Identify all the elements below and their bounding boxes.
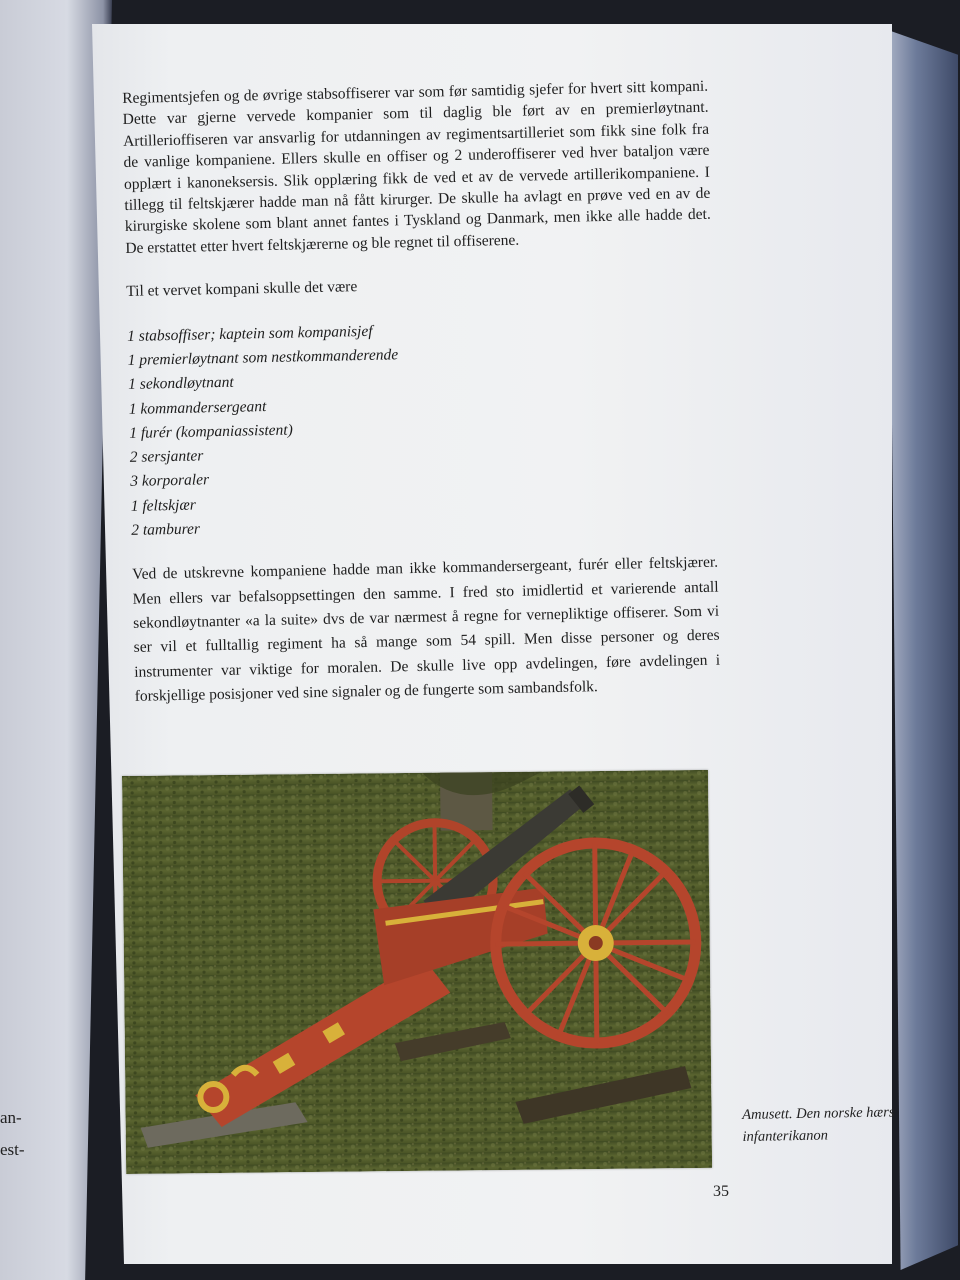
body-paragraph: Regimentsjefen og de øvrige stabsoffiserer var som før samtidig sjefer for hvert sitt kompani. Dette var gjerne vervede kompanier som til daglig ble ført av en premierløytnant. Artillerioffiseren var ansvarlig for utdanningen av regimentsartilleriet som fikk sine folk fra de vanlige kompaniene. Ellers skulle en offiser og 2 underoffiserer ved hver bataljon være opplært i kanoneksersis. Slik opplæring fikk de ved et av de vervede artillerikompaniene. I tillegg til feltskjærer hadde man nå fått kirurger. De skulle ha avlagt en prøve ved en av de kirurgiske skolene som blant annet fantes i Tyskland og Danmark, men ikke alle hadde det. De erstattet etter hvert feltskjærerne og ble regnet til offiserene. xyxy=(122,77,711,257)
figure-caption: Amusett. Den norske hærs infanterikanon xyxy=(742,1104,895,1145)
list-item: 1 feltskjær xyxy=(130,496,196,515)
body-paragraph: Ved de utskrevne kompaniene hadde man ikke kommandersergeant, furér eller feltskjærer. Men ellers var befalsoppsettingen den samme. I fred sto imidlertid et varierende antall sekondløytnanter «a la suite» dvs de var nærmest å regne for vernepliktige offiserer. Som vi ser vil et fulltallig regiment ha så mange som 54 spill. Men disse personer og deres instrumenter var viktige for moralen. De skulle live opp avdelingen, føre avdelingen i forskjellige posisjoner ved sine signaler og de fungerte som sambandsfolk. xyxy=(132,553,721,705)
company-list xyxy=(127,312,717,543)
left-page-text-fragment: an- xyxy=(0,1108,22,1127)
list-intro: Til et vervet kompani skulle det være xyxy=(126,278,358,301)
list-item: 1 sekondløytnant xyxy=(128,373,234,394)
list-item: 1 stabsoffiser; kaptein som kompanisjef xyxy=(127,322,373,345)
cannon-photo xyxy=(122,770,712,1174)
page-text xyxy=(122,76,721,725)
list-item: 1 kommandersergeant xyxy=(128,397,267,418)
left-page-text-fragment: est- xyxy=(0,1140,25,1159)
page-number: 35 xyxy=(713,1183,729,1200)
left-page-edge xyxy=(0,0,112,1280)
book-cover-edge xyxy=(888,30,958,1270)
list-item: 3 korporaler xyxy=(130,471,210,491)
list-item: 1 premierløytnant som nestkommanderende xyxy=(127,346,399,369)
list-item: 2 sersjanter xyxy=(129,447,204,467)
list-item: 2 tamburer xyxy=(131,520,201,539)
list-item: 1 furér (kompaniassistent) xyxy=(129,421,293,442)
